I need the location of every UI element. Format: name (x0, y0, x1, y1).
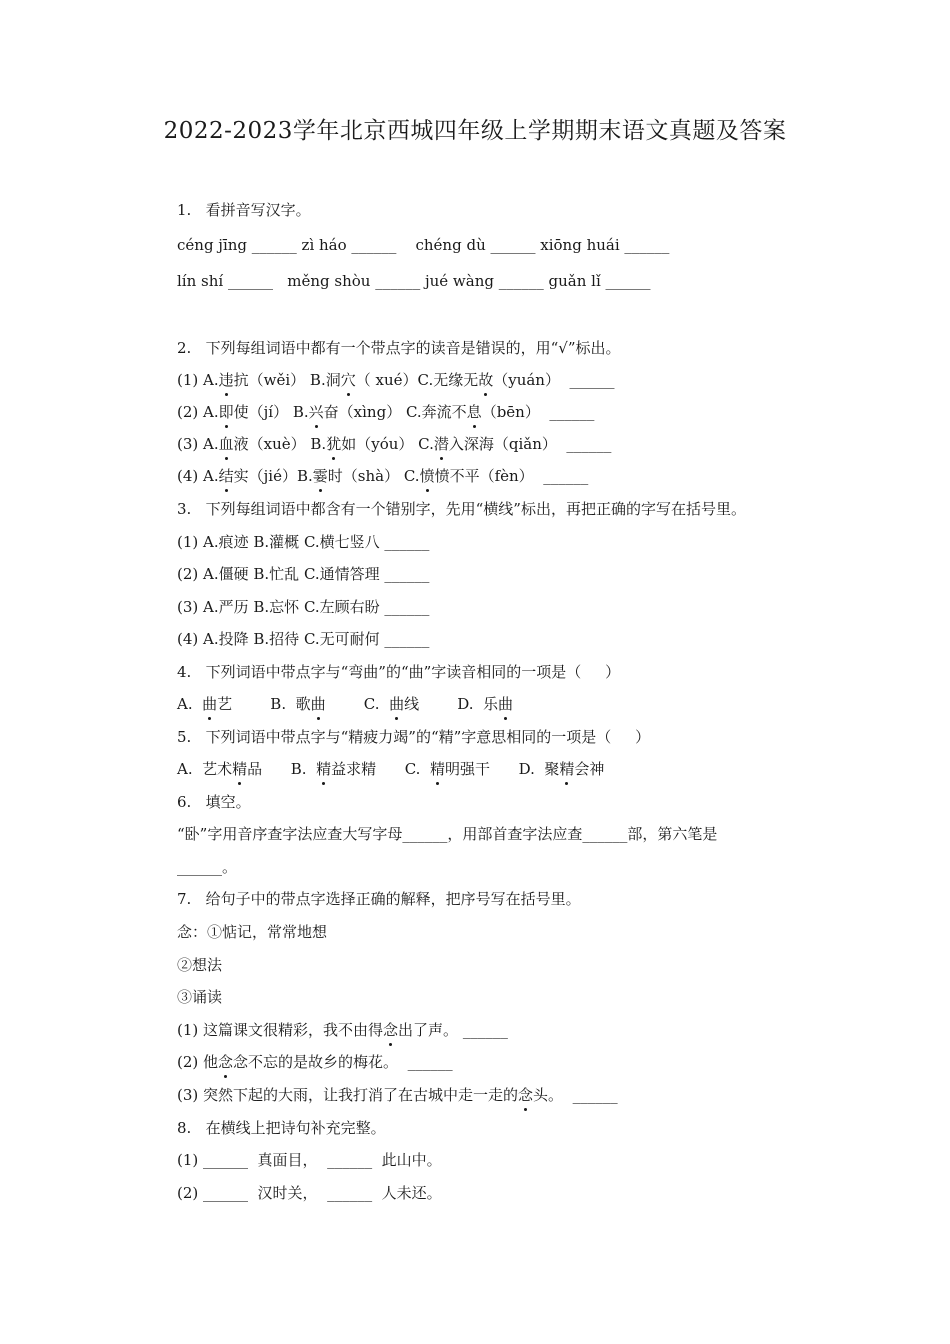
text-segment: 出了声。 ______ (398, 1021, 508, 1039)
text-segment: (3) 突然下起的大雨，让我打消了在古城中走一走的 (177, 1086, 519, 1104)
text-line: 3. 下列每组词语中都含有一个错别字，先用“横线”标出，再把正确的字写在括号里。 (177, 500, 746, 518)
dotted-character: 曲 (202, 695, 218, 713)
text-segment: （ xué）C.无缘无 (355, 371, 479, 389)
text-line: 4. 下列词语中带点字与“弯曲”的“曲”字读音相同的一项是（ ） (177, 663, 621, 681)
text-segment: (2) A. (177, 403, 219, 421)
text-line: ②想法 (177, 956, 223, 974)
text-line (177, 1085, 618, 1105)
text-line (177, 1020, 508, 1040)
dotted-character: 故 (478, 371, 494, 389)
text-line: (3) A.严历 B.忘怀 C.左顾右盼 ______ (177, 598, 430, 616)
dotted-character: 精 (429, 760, 445, 778)
text-segment: 使（jí） B. (233, 403, 309, 421)
text-line: “卧”字用音序查字法应查大写字母______，用部首查字法应查______部，第六笔是 (177, 825, 718, 843)
dotted-character: 精 (232, 760, 248, 778)
dotted-character: 即 (218, 403, 234, 421)
text-line (177, 466, 588, 486)
dotted-character: 潜 (433, 435, 449, 453)
text-line: 2. 下列每组词语中都有一个带点字的读音是错误的，用“√”标出。 (177, 339, 621, 357)
dotted-character: 兴 (308, 403, 324, 421)
dotted-character: 违 (218, 371, 234, 389)
text-segment: 奋（xìng） C.奔流不 (323, 403, 467, 421)
text-segment: (4) A. (177, 467, 219, 485)
text-line (177, 434, 611, 454)
text-line: 念：①惦记，常常地想 (177, 923, 328, 941)
text-segment: (1) 这篇课文很精彩，我不由得 (177, 1021, 384, 1039)
dotted-character: 曲 (389, 695, 405, 713)
text-line: 8. 在横线上把诗句补充完整。 (177, 1119, 386, 1137)
dotted-character: 精 (559, 760, 575, 778)
text-line (177, 370, 615, 390)
text-segment: 如（yóu） C. (341, 435, 434, 453)
dotted-character: 愤 (419, 467, 435, 485)
text-segment: （bēn） ______ (481, 403, 595, 421)
text-segment: 液（xuè） B. (233, 435, 327, 453)
text-line: 6. 填空。 (177, 793, 251, 811)
dotted-character: 念 (383, 1021, 399, 1039)
dotted-character: 霎 (312, 467, 328, 485)
text-line: 5. 下列词语中带点字与“精疲力竭”的“精”字意思相同的一项是（ ） (177, 728, 651, 746)
dotted-character: 曲 (310, 695, 326, 713)
text-segment: (2) 他 (177, 1053, 219, 1071)
dotted-character: 血 (218, 435, 234, 453)
text-segment: 艺 B. 歌 (217, 695, 311, 713)
dotted-character: 息 (466, 403, 482, 421)
text-segment: (3) A. (177, 435, 219, 453)
text-segment: 时（shà） C. (327, 467, 420, 485)
text-line (177, 694, 513, 714)
text-line: (4) A.投降 B.招待 C.无可耐何 ______ (177, 630, 430, 648)
document-title: 2022-2023学年北京西城四年级上学期期末语文真题及答案 (163, 118, 787, 144)
dotted-character: 结 (218, 467, 234, 485)
text-line: céng jīng ______ zì háo ______ chéng dù ______ xiōng huái ______ (177, 236, 670, 254)
dotted-character: 穴 (340, 371, 356, 389)
text-segment: 头。 ______ (533, 1086, 618, 1104)
text-segment: 明强干 D. 聚 (444, 760, 560, 778)
text-segment: A. 艺术 (177, 760, 233, 778)
text-line: ③诵读 (177, 988, 223, 1006)
text-segment: 念不忘的是故乡的梅花。 ______ (233, 1053, 453, 1071)
text-line: 7. 给句子中的带点字选择正确的解释，把序号写在括号里。 (177, 890, 581, 908)
text-segment: 益求精 C. (331, 760, 430, 778)
dotted-character: 念 (518, 1086, 534, 1104)
text-segment: 品 B. (247, 760, 317, 778)
text-line: (1) ______ 真面目， ______ 此山中。 (177, 1151, 442, 1169)
text-line: (2) ______ 汉时关， ______ 人未还。 (177, 1184, 442, 1202)
text-line: (2) A.僵硬 B.忙乱 C.通情答理 ______ (177, 565, 430, 583)
text-line (177, 1052, 453, 1072)
text-segment: 入深海（qiǎn） ______ (448, 435, 612, 453)
text-segment: （yuán） ______ (493, 371, 615, 389)
text-line: (1) A.痕迹 B.灌概 C.横七竖八 ______ (177, 533, 430, 551)
text-line: 1. 看拼音写汉字。 (177, 201, 311, 219)
dotted-character: 曲 (498, 695, 514, 713)
text-segment: 会神 (574, 760, 605, 778)
text-segment: 线 D. 乐 (404, 695, 499, 713)
text-line: lín shí ______ měng shòu ______ jué wàng ______ guǎn lǐ ______ (177, 272, 651, 290)
text-segment: A. (177, 695, 203, 713)
text-line (177, 402, 594, 422)
text-segment: C. (325, 695, 390, 713)
text-line: ______。 (177, 858, 238, 876)
dotted-character: 精 (316, 760, 332, 778)
text-line (177, 759, 604, 779)
dotted-character: 犹 (326, 435, 342, 453)
text-segment: (1) A. (177, 371, 219, 389)
text-segment: 愤不平（fèn） ______ (434, 467, 589, 485)
text-segment: 抗（wěi） B.洞 (233, 371, 341, 389)
text-segment: 实（jié）B. (233, 467, 313, 485)
dotted-character: 念 (218, 1053, 234, 1071)
